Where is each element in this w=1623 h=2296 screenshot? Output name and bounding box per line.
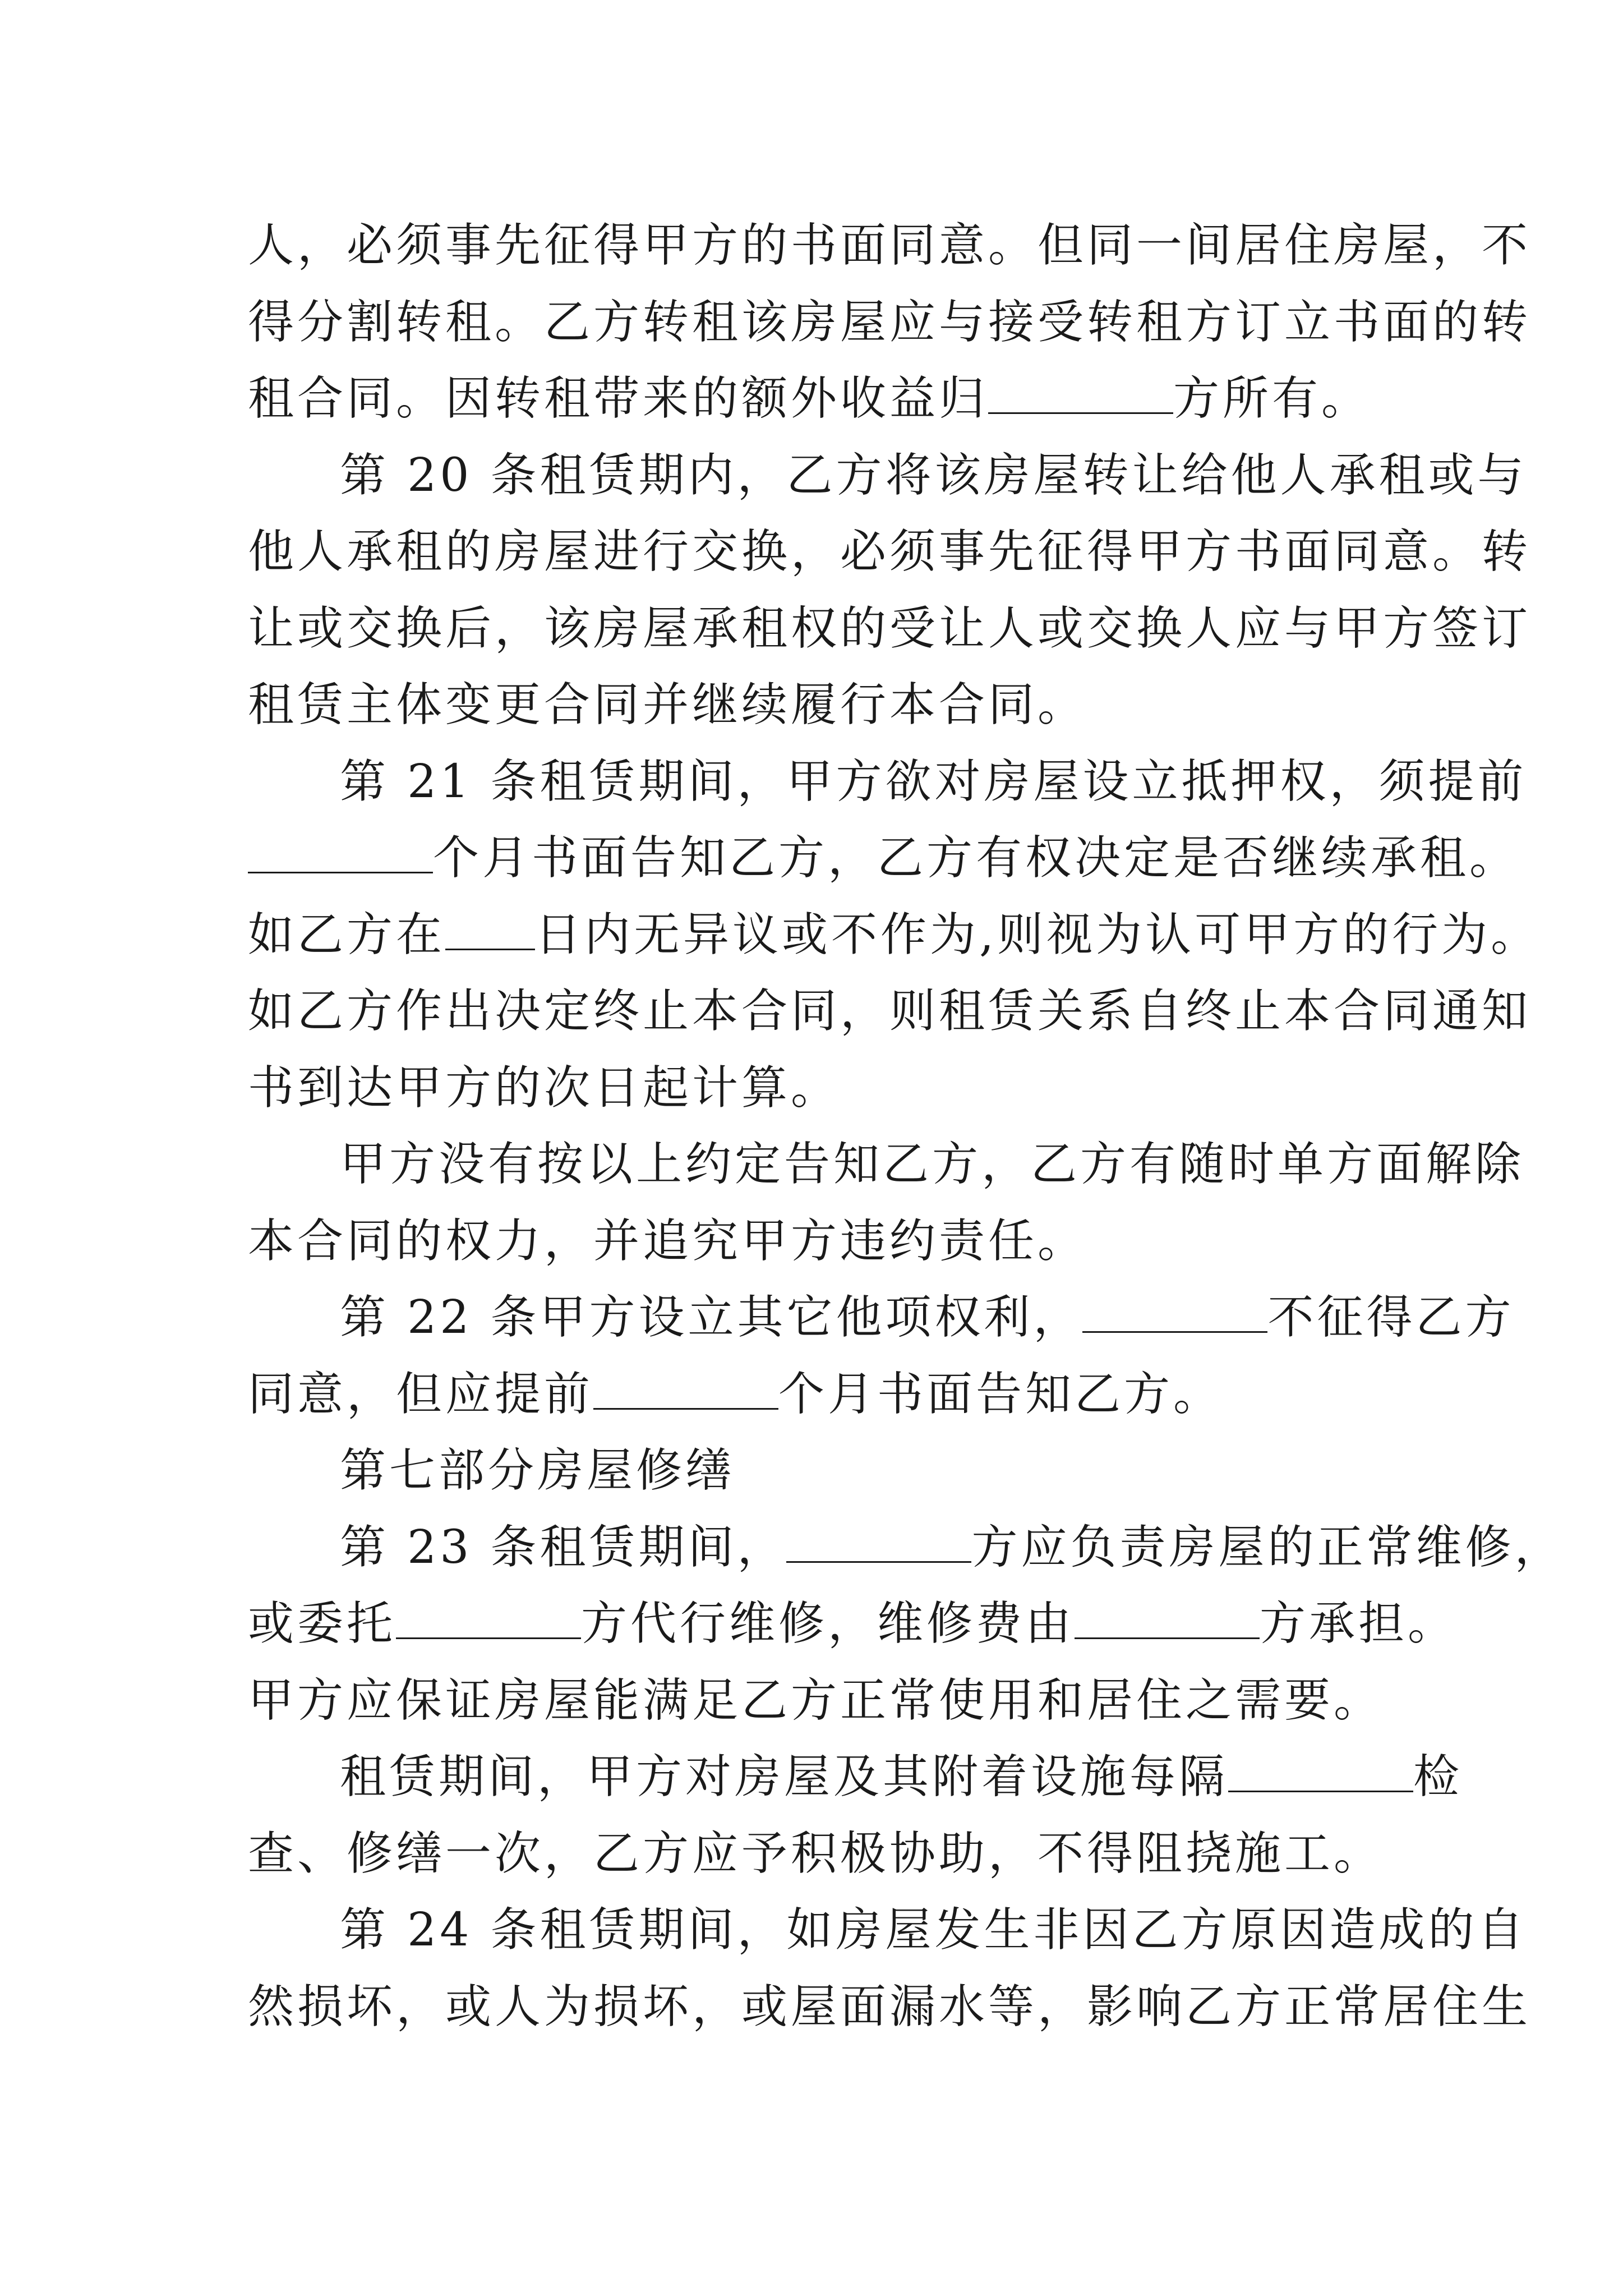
- fill-in-blank: [988, 378, 1173, 414]
- text-line: [248, 1356, 1375, 1433]
- text-line: [248, 1586, 1458, 1663]
- text-segment: 得分割转租。乙方转租该房屋应与接受转租方订立书面的转: [248, 295, 1532, 349]
- fill-in-blank: [396, 1603, 581, 1639]
- text-segment: 第 24 条租赁期间，如房屋发生非因乙方原因造成的自: [340, 1903, 1527, 1957]
- text-segment: 第七部分房屋修缮: [340, 1444, 735, 1497]
- clause-22-start: [248, 1280, 1515, 1356]
- text-segment: 本合同的权力，并追究甲方违约责任。: [248, 1214, 1087, 1268]
- section-heading: [248, 1433, 1375, 1510]
- clause-24-start: [248, 1892, 1527, 1969]
- text-segment: 如乙方作出决定终止本合同，则租赁关系自终止本合同通知: [248, 984, 1532, 1038]
- text-line: [248, 1663, 1384, 1740]
- text-segment: 个月书面告知乙方，乙方有权决定是否继续承租。: [433, 831, 1519, 885]
- text-segment: 让或交换后，该房屋承租权的受让人或交换人应与甲方签订: [248, 601, 1532, 655]
- text-segment: 租合同。因转租带来的额外收益归: [248, 372, 989, 425]
- text-segment: 日内无异议或不作为,则视为认可甲方的行为。: [535, 908, 1541, 961]
- clause-21-start: [248, 744, 1527, 821]
- text-segment: 然损坏，或人为损坏，或屋面漏水等，影响乙方正常居住生: [248, 1980, 1532, 2033]
- text-segment: 租赁主体变更合同并继续履行本合同。: [248, 678, 1087, 731]
- fill-in-blank: [1228, 1756, 1413, 1792]
- text-line: [248, 208, 1532, 284]
- text-segment: 第 20 条租赁期内，乙方将该房屋转让给他人承租或与: [340, 448, 1527, 502]
- text-segment: 方所有。: [1173, 372, 1371, 425]
- text-line: [248, 361, 1375, 438]
- fill-in-blank: [445, 914, 535, 950]
- text-line: [248, 897, 1541, 974]
- text-segment: 他人承租的房屋进行交换，必须事先征得甲方书面同意。转: [248, 525, 1532, 578]
- text-line: [248, 514, 1532, 591]
- text-segment: 第 23 条租赁期间，: [340, 1520, 787, 1574]
- text-segment: 第 22 条甲方设立其它他项权利，: [340, 1291, 1083, 1344]
- paragraph-start: [248, 1739, 1463, 1816]
- text-line: [248, 591, 1532, 668]
- text-segment: 人，必须事先征得甲方的书面同意。但同一间居住房屋，不: [248, 219, 1532, 272]
- fill-in-blank: [248, 837, 433, 873]
- text-line: [248, 284, 1532, 361]
- text-segment: 检: [1413, 1750, 1463, 1803]
- text-line: [248, 820, 1519, 897]
- fill-in-blank: [786, 1526, 971, 1563]
- text-segment: 不征得乙方: [1267, 1291, 1515, 1344]
- text-segment: 方承担。: [1260, 1597, 1458, 1650]
- paragraph-start: [248, 1126, 1525, 1203]
- text-line: [248, 1050, 1375, 1127]
- text-segment: 个月书面告知乙方。: [778, 1367, 1223, 1421]
- text-segment: 查、修缮一次，乙方应予积极协助，不得阻挠施工。: [248, 1826, 1384, 1880]
- text-segment: 如乙方在: [248, 908, 446, 961]
- fill-in-blank: [1082, 1296, 1267, 1333]
- text-segment: 同意，但应提前: [248, 1367, 594, 1421]
- text-segment: 第 21 条租赁期间，甲方欲对房屋设立抵押权，须提前: [340, 754, 1527, 808]
- fill-in-blank: [1075, 1603, 1260, 1639]
- text-segment: 方应负责房屋的正常维修，: [971, 1520, 1564, 1574]
- text-segment: 租赁期间，甲方对房屋及其附着设施每隔: [340, 1750, 1229, 1803]
- text-segment: 方代行维修，维修费由: [581, 1597, 1075, 1650]
- text-line: [248, 667, 1375, 744]
- text-line: [248, 1969, 1532, 2046]
- text-segment: 甲方应保证房屋能满足乙方正常使用和居住之需要。: [248, 1673, 1384, 1727]
- text-line: [248, 973, 1532, 1050]
- clause-23-start: [248, 1510, 1564, 1586]
- document-body: [248, 208, 1564, 2045]
- text-segment: 甲方没有按以上约定告知乙方，乙方有随时单方面解除: [340, 1138, 1525, 1191]
- text-line: [248, 1816, 1384, 1893]
- text-line: [248, 1203, 1375, 1280]
- text-segment: 或委托: [248, 1597, 396, 1650]
- text-segment: 书到达甲方的次日起计算。: [248, 1061, 841, 1115]
- fill-in-blank: [593, 1373, 778, 1410]
- clause-20-start: [248, 438, 1527, 514]
